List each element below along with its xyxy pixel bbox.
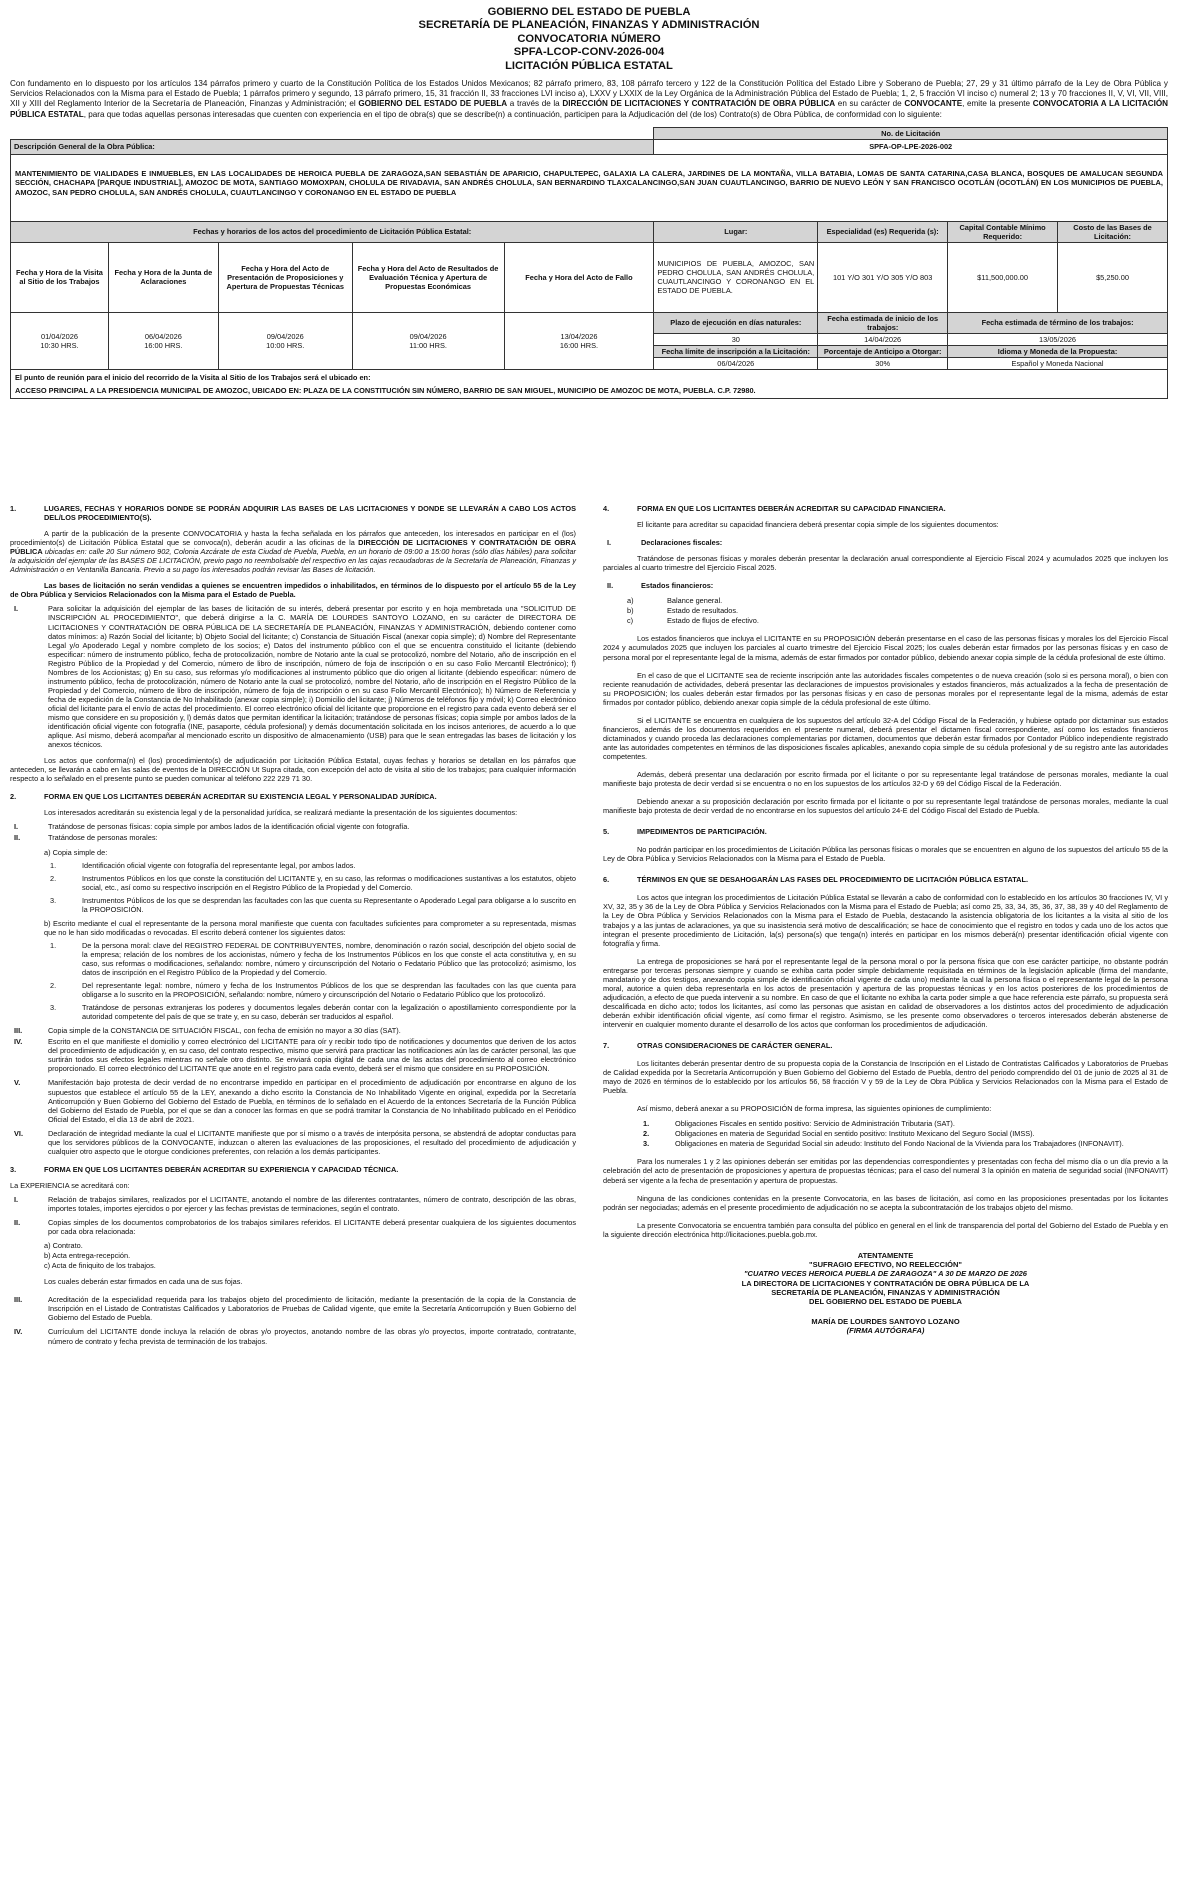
section-3-paragraph: Los cuales deberán estar firmados en cada una de sus fojas.	[44, 1277, 243, 1287]
limite-label: Fecha límite de inscripción a la Licitación:	[654, 345, 818, 357]
section-3-item: II. Copias simples de los documentos comprobatorios de los trabajos similares referidos. El LICITANTE deberá presentar cualquiera de los siguientes documentos por cada obra relacionada:	[14, 1218, 576, 1237]
section-4-item: II. Estados financieros:	[607, 581, 714, 591]
sign-firma: (FIRMA AUTÓGRAFA)	[846, 1325, 925, 1335]
section-2-item: V. Manifestación bajo protesta de decir verdad de no encontrarse impedido en participar en el procedimiento de adjudicación por encontrarse en alguno de los supuestos que establece el artículo 55 de la LEY, anexando a dicho escrito la Constancia de No Inhabilitado Vigente en original, expedida por la Secretaría Anticorrupción y Buen Gobierno del Gobierno del Estado de Puebla, en términos de lo señalado en el Acuerdo de la entonces Secretaría de la Función Pública del Gobierno del Estado de Puebla, por el que se dan a conocer las formas en que se podrá tramitar la Constancia de No Inhabilitado publicado en el Periódico Oficial del Estado, el día 13 de abril de 2021.	[14, 1078, 576, 1124]
section-4-paragraph: Debiendo anexar a su proposición declaración por escrito firmada por el licitante o por su representante legal tratándose de personas morales, mediante la cual manifieste bajo protesta de decir verdad de no encontrarse en los supuestos del artículo 24-E del Código Fiscal del Estado de Puebla.	[603, 797, 1168, 816]
section-4-paragraph: Además, deberá presentar una declaración por escrito firmada por el licitante o por su representante legal tratándose de personas morales, mediante la cual manifieste bajo protesta de decir verdad si se encuentra o no en los supuestos de los artículos 32-D y 69 del Código Fiscal de la Federación.	[603, 769, 1168, 789]
section-2-item: II. Tratándose de personas morales:	[14, 833, 158, 843]
header-tipo: LICITACIÓN PÚBLICA ESTATAL	[505, 59, 673, 72]
section-3-item: I. Relación de trabajos similares, realizados por el LICITANTE, anotando el nombre de las diferentes contratantes, número de contrato, descripción de las obras, importes totales, importes ejercidos o por ejercer y las fechas previstas de terminaciones, según el contrato.	[14, 1194, 576, 1213]
sign-lugar-fecha: "CUATRO VECES HEROICA PUEBLA DE ZARAGOZA" A 30 DE MARZO DE 2026	[744, 1269, 1027, 1279]
section-4-paragraph: Si el LICITANTE se encuentra en cualquiera de los supuestos del artículo 32-A del Código Fiscal de la Federación, y hubiese optado por dictaminar sus estados financieros, además de los documentos requeridos en el presente numeral, deberá presentar el dictamen fiscal correspondiente, así como los estados financieros dictaminados y cuando proceda las declaraciones complementarias por dictamen, documentos que deberán estar firmados por Contador Público independiente registrado ante las autoridades competentes en términos de las disposiciones fiscales aplicables, anexando copia simple de su cédula profesional y de su registro ante las autoridades competentes.	[603, 715, 1168, 761]
especialidad-value: 101 Y/O 301 Y/O 305 Y/O 803	[818, 242, 948, 312]
header-numero: SPFA-LCOP-CONV-2026-004	[513, 46, 665, 59]
resultados-cell	[352, 312, 504, 369]
section-2-subheading: b) Escrito mediante el cual el representante de la persona moral manifieste que cuenta con facultades suficientes para comprometer a su representada, mismas que no le han sido modificadas o revocadas. El escrito deberá contener los siguientes datos:	[44, 918, 576, 937]
intro-paragraph: Con fundamento en lo dispuesto por los artículos 134 párrafos primero y cuarto de la Constitución Política de los Estados Unidos Mexicanos; 82 párrafo primero, 83, 108 párrafo tercero y 122 de la Constitución Política del Estado Libre y Soberano de Puebla; 27, 29 y 31 último párrafo de la Ley de Obra Pública y Servicios Relacionados con la Misma para el Estado de Puebla; 1 párrafos primero y segundo, 13 párrafo primero, 15, 31 fracción II, 33 fracciones LVI inciso a), LXXV y LXXIX de la Ley Orgánica de la Administración Pública del Estado de Puebla; 1, 2, 5 fracción VI inciso c) numeral 2; 13 y 70 fracciones II, V, VI, VII, VIII, XII y XIII del Reglamento Interior de la Secretaría de Planeación, Finanzas y Administración; el GOBIERNO DEL ESTADO DE PUEBLA a través de la DIRECCIÓN DE LICITACIONES Y CONTRATACIÓN DE OBRA PÚBLICA en su carácter de CONVOCANTE, emite la presente CONVOCATORIA A LA LICITACIÓN PÚBLICA ESTATAL, para que todas aquellas personas interesadas que cuenten con experiencia en el tipo de obra(s) que se describe(n) a continuación, participen para la Adjudicación del (de los) Contrato(s) de Obra Pública, de conformidad con lo siguiente:	[10, 79, 1169, 119]
reunion-label: El punto de reunión para el inicio del recorrido de la Visita al Sitio de los Trabajos será el ubicado en:	[15, 372, 371, 382]
section-2-subitem: 3. Instrumentos Públicos de los que se desprendan las facultades con las que cuenta su Representante o Apoderado Legal para obligarse a lo suscrito en la PROPOSICIÓN.	[50, 895, 576, 914]
section-3-subitem: a) Contrato.	[44, 1241, 83, 1251]
signature-block	[603, 1251, 1168, 1335]
section-4-paragraph: El licitante para acreditar su capacidad financiera deberá presentar copia simple de los siguientes documentos:	[637, 520, 999, 530]
section-2-item: III. Copia simple de la CONSTANCIA DE SITUACIÓN FISCAL, con fecha de emisión no mayor a 30 días (SAT).	[14, 1026, 401, 1036]
anticipo-value: 30%	[818, 357, 948, 369]
section-2-subitem: 3. Tratándose de personas extranjeras los poderes y documentos legales deberán contar con la legalización o apostillamiento correspondiente por la autoridad competente del país de que se trate y, en su caso, deberán ser traducidos al español.	[50, 1003, 576, 1022]
presentacion-hora: 10:00 HRS.	[266, 340, 305, 350]
resultados-fecha: 09/04/2026	[409, 331, 447, 341]
section-7-subitem: 1. Obligaciones Fiscales en sentido positivo: Servicio de Administración Tributaria (SAT).	[643, 1119, 955, 1129]
fallo-fecha: 13/04/2026	[560, 331, 598, 341]
section-7-paragraph: Los licitantes deberán presentar dentro de su propuesta copia de la Constancia de Inscripción en el Listado de Contratistas Calificados y Laboratorios de Pruebas de Calidad expedida por la Secretaría Anticorrupción y Buen Gobierno del Gobierno del Estado de Puebla, dentro del periodo comprendido del 01 de junio de 2025 al 31 de mayo de 2026 en términos de lo establecido por los artículos 56, 58 fracción V y 59 de la Ley de Obra Pública y Servicios Relacionados con la Misma para el Estado de Puebla.	[603, 1059, 1168, 1096]
col-presentacion: Fecha y Hora del Acto de Presentación de Proposiciones y Apertura de Propuestas Técnicas	[218, 242, 352, 312]
termino-label: Fecha estimada de término de los trabajos:	[948, 312, 1168, 333]
idioma-label: Idioma y Moneda de la Propuesta:	[948, 345, 1168, 357]
costo-value: $5,250.00	[1058, 242, 1168, 312]
section-7-paragraph: Para los numerales 1 y 2 las opiniones deberán ser emitidas por las dependencias correspondientes y presentadas con fecha del mismo día o un día previo a la celebración del acto de presentación de proposiciones y apertura de propuestas técnicas; para el caso del numeral 3 la opinión en materia de seguridad social (INFONAVIT) deberá ser vigente a la fecha de presentación y apertura de propuestas.	[603, 1157, 1168, 1185]
right-column	[603, 500, 1168, 1335]
section-7-heading: 7. OTRAS CONSIDERACIONES DE CARÁCTER GENERAL.	[603, 1041, 833, 1051]
section-2-item: IV. Escrito en el que manifieste el domicilio y correo electrónico del LICITANTE para oír y recibir todo tipo de notificaciones y documentos que deriven de los actos del procedimiento de adjudicación y, en su caso, del contrato respectivo, mismo que servirá para practicar las notificaciones aún las de carácter personal, las que surtirán todos sus efectos legales mientras no señale otro distinto. Se enviará copia digital de cada una de las actas del procedimiento al correo electrónico proporcionado. El correo electrónico del LICITANTE que anote en el registro para cada evento, deberá ser el mismo que considere en su PROPOSICIÓN.	[14, 1037, 576, 1074]
section-1-paragraph: A partir de la publicación de la presente CONVOCATORIA y hasta la fecha señalada en los párrafos que anteceden, los interesados en participar en el (los) procedimiento(s) de Licitación Pública Estatal que se convoca(n), deberán acudir a las oficinas de la DIRECCIÓN DE LICITACIONES Y CONTRATACIÓN DE OBRA PÚBLICA ubicadas en: calle 20 Sur número 902, Colonia Azcárate de esta Ciudad de Puebla, Puebla, en un horario de 09:00 a 15:00 horas (sólo días hábiles) para solicitar la adquisición del ejemplar de las BASES DE LICITACIÓN, previo pago no reembolsable del respectivo en las cajas recaudadoras de la Secretaría de Planeación, Finanzas y Administración o en Ventanilla Bancaria. Previo a su pago los interesados podrán revisar las Bases de licitación.	[10, 529, 577, 575]
section-4-paragraph: En el caso de que el LICITANTE sea de reciente inscripción ante las autoridades fiscales competentes o de nueva creación (solo si es persona moral), o bien con reciente reanudación de actividades, deberá presentar las declaraciones de impuestos provisionales y estados financieros, más actualizados a la fecha de presentación de su PROPOSICIÓN; los cuales deberán estar firmados por las personas físicas y en caso de personas morales por el representante legal de la misma, además de estar firmados por contador público, debiendo anexar copia simple de la cédula profesional de este último.	[603, 670, 1168, 707]
sign-nombre: MARÍA DE LOURDES SANTOYO LOZANO	[811, 1316, 960, 1326]
header-convocatoria: CONVOCATORIA NÚMERO	[517, 32, 661, 45]
inicio-label: Fecha estimada de inicio de los trabajos:	[818, 312, 948, 333]
section-4-heading: 4. FORMA EN QUE LOS LICITANTES DEBERÁN ACREDITAR SU CAPACIDAD FINANCIERA.	[603, 504, 946, 513]
sign-lema: "SUFRAGIO EFECTIVO, NO REELECCIÓN"	[809, 1260, 962, 1270]
section-3-item: III. Acreditación de la especialidad requerida para los trabajos objeto del procedimiento de licitación, mediante la presentación de la copia de la Constancia de Inscripción en el Listado de Contratistas Calificados y Laboratorios de Pruebas de Calidad vigente, que emite la Secretaría Anticorrupción y Buen Gobierno del Gobierno del Estado de Puebla.	[14, 1295, 576, 1323]
section-6-heading: 6. TÉRMINOS EN QUE SE DESAHOGARÁN LAS FASES DEL PROCEDIMIENTO DE LICITACIÓN PÚBLICA ESTATAL.	[603, 875, 1029, 885]
no-licitacion-value: SPFA-OP-LPE-2026-002	[654, 139, 1168, 154]
body-columns	[10, 500, 1168, 1890]
licitacion-table	[10, 127, 1168, 399]
section-4-subitem: b) Estado de resultados.	[627, 606, 739, 616]
junta-fecha: 06/04/2026	[144, 331, 182, 341]
convocatoria-page	[10, 6, 1168, 399]
section-7-paragraph: Así mismo, deberá anexar a su PROPOSICIÓN de forma impresa, las siguientes opiniones de cumplimiento:	[637, 1104, 992, 1114]
reunion-value: ACCESO PRINCIPAL A LA PRESIDENCIA MUNICIPAL DE AMOZOC, UBICADO EN: PLAZA DE LA CONSTITUCIÓN SIN NÚMERO, BARRIO DE SAN MIGUEL, MUNICIPIO DE AMOZOC DE MOTA, PUEBLA. C.P. 72980.	[15, 385, 756, 395]
section-5-paragraph: No podrán participar en los procedimientos de Licitación Pública las personas físicas o morales que se encuentren en alguno de los supuestos del artículo 55 de la Ley de Obra Pública y Servicios Relacionados con la Misma para el Estado de Puebla.	[603, 845, 1168, 864]
section-2-subitem: 2. Del representante legal: nombre, número y fecha de los Instrumentos Públicos de los que se desprendan las facultades con las que cuenta para obligarse a lo suscrito en la PROPOSICIÓN, señalando: nombre, número y circunscripción del Notario o Fedatario Público que los protocolizó.	[50, 981, 576, 1000]
section-1-paragraph: Los actos que conforma(n) el (los) procedimiento(s) de adjudicación por Licitación Pública Estatal, cuyas fechas y horarios se detallan en los párrafos que anteceden, se llevarán a cabo en las salas de eventos de la DIRECCIÓN Ut Supra citada, con excepción del acto de visita al sitio de los trabajos; para cualquier información respecto a lo señalado en el presente punto se pueden comunicar al teléfono 222 229 71 30.	[10, 756, 576, 784]
section-4-subitem: c) Estado de flujos de efectivo.	[627, 616, 759, 626]
fallo-hora: 16:00 HRS.	[559, 340, 599, 350]
visita-cell	[11, 312, 109, 369]
plazo-label: Plazo de ejecución en días naturales:	[654, 312, 818, 333]
col-visita: Fecha y Hora de la Visita al Sitio de los Trabajos	[11, 242, 109, 312]
section-1-item: I. Para solicitar la adquisición del ejemplar de las bases de licitación de su interés, deberá presentar por escrito y en hoja membretada una "SOLICITUD DE INSCRIPCIÓN AL PROCEDIMIENTO", que deberá dirigirse a la C. MARÍA DE LOURDES SANTOYO LOZANO, en su carácter de DIRECTORA DE LICITACIONES Y CONTRATACIÓN DE OBRA PÚBLICA DE LA SECRETARÍA DE PLANEACIÓN, FINANZAS Y ADMINISTRACIÓN, debiendo contener como datos mínimos: a) Razón Social del licitante; b) Objeto Social del licitante; c) Constancia de Situación Fiscal (anexar copia simple); d) Nombre del Representante Legal y/o Apoderado Legal y nombre completo de los socios; e) Datos del instrumento público con el que se encuentra constituido el licitante (debiendo especificar: número de instrumento público, fecha de protocolización, nombre de Notario ante la cual se protocolizó, nombre del Notario, año de inscripción en el Registro Público de la Propiedad y del Comercio, número de libro de inscripción, número de foja de inscripción o en su caso Folio Mercantil Electrónico); f) Nombres de los Accionistas; g) En su caso, sus reformas y/o modificaciones al instrumento público que dio origen al licitante (debiendo especificar: número de instrumento público, fecha de protocolización, número de Notario ante la cual se protocolizó, nombre del Notario, año de inscripción en el Registro Público de la Propiedad y del Comercio, número de libro de inscripción, número de foja de inscripción o en su caso Folio Mercantil Electrónico); h) Número de Referencia y fecha de expedición de la Constancia de No Inhabilitado (anexar copia simple); i) Domicilio del licitante; j) Números de teléfonos fijo y móvil; k) Correo electrónico oficial del licitante para el envío de actas del procedimiento. El correo electrónico oficial del licitante que proporcione en el registro para cada evento deberá ser el mismo que considere en su proposición y, l) demás datos que permitan identificar la licitación; tratándose de personas físicas; copia simple por ambos lados de la identificación oficial vigente con fotografía (INE, pasaporte, cédula profesional) y demás documentación solicitada en los incisos anteriores, de acuerdo a lo que aplique. Así mismo, deberá acompañar al mencionado escrito un dispositivo de almacenamiento (USB) para que le sean entregadas las bases de licitación y los anexos técnicos.	[14, 604, 576, 750]
section-3-subitem: b) Acta entrega-recepción.	[44, 1251, 131, 1261]
section-4-item: I. Declaraciones fiscales:	[607, 538, 723, 548]
col-resultados: Fecha y Hora del Acto de Resultados de Evaluación Técnica y Apertura de Propuestas Económicas	[352, 242, 504, 312]
section-3-subitem: c) Acta de finiquito de los trabajos.	[44, 1261, 156, 1271]
section-3-heading: 3. FORMA EN QUE LOS LICITANTES DEBERÁN ACREDITAR SU EXPERIENCIA Y CAPACIDAD TÉCNICA.	[10, 1164, 399, 1174]
section-2-heading: 2. FORMA EN QUE LOS LICITANTES DEBERÁN ACREDITAR SU EXISTENCIA LEGAL Y PERSONALIDAD JURÍDICA.	[10, 792, 437, 802]
section-3-paragraph: La EXPERIENCIA se acreditará con:	[10, 1180, 130, 1190]
descripcion-label: Descripción General de la Obra Pública:	[11, 139, 654, 154]
termino-value: 13/05/2026	[948, 333, 1168, 345]
section-7-subitem: 2. Obligaciones en materia de Seguridad Social en sentido positivo: Instituto Mexicano del Seguro Social (IMSS).	[643, 1129, 1035, 1139]
col-fallo: Fecha y Hora del Acto de Fallo	[504, 242, 654, 312]
header-secretaria: SECRETARÍA DE PLANEACIÓN, FINANZAS Y ADMINISTRACIÓN	[418, 19, 760, 32]
section-2-subitem: 1. De la persona moral: clave del REGISTRO FEDERAL DE CONTRIBUYENTES, nombre, denominación o razón social, descripción del objeto social de la empresa; relación de los nombres de los accionistas, número y fecha de los Instrumentos Públicos en los que conste el acta constitutiva y, en su caso, sus reformas o modificaciones, señalando: nombre, número y circunscripción del Notario o Fedatario Público que las protocolizó; asimismo, los datos de inscripción en el Registro Público de la Propiedad y del Comercio.	[50, 940, 576, 978]
section-4-subitem: a) Balance general.	[627, 596, 723, 606]
no-licitacion-label: No. de Licitación	[654, 127, 1168, 139]
section-2-subheading: a) Copia simple de:	[44, 847, 108, 857]
section-1-paragraph: Las bases de licitación no serán vendidas a quienes se encuentren impedidos o inhabilitados, en términos de lo dispuesto por el artículo 55 de la Ley de Obra Pública y Servicios Relacionados con la Misma para el Estado de Puebla.	[10, 581, 576, 600]
section-6-paragraph: La entrega de proposiciones se hará por el representante legal de la persona moral o por la persona física que con ese carácter participe, no obstante podrán entregarse por terceras personas siempre y cuando se exhiba carta poder simple debidamente requisitada en términos de la legislación aplicable (firma del mandante, mandatario y de dos testigos, anexando copia simple de identificación oficial vigente de cada uno) mediante la cual la persona física o el representante legal de la persona moral, autorice a quien deba representarla en los actos de presentación y apertura de las propuestas técnicas y en los actos posteriores de los procedimientos de adjudicación, a efecto de que pueda intervenir a su nombre. En caso de que el licitante no exhiba la carta poder simple a que hace referencia este párrafo, su propuesta será descalificada en dicho acto; todos los licitantes, así como las personas que asistan en calidad de observadores a los distintos actos del procedimiento de adjudicación deberán exhibir identificación oficial vigente, así como firmar el registro. Asimismo, se les presente como observadores o terceros interesados deberán abstenerse de intervenir en cualquier momento durante el desarrollo de los actos que conforman los procedimientos de adjudicación.	[603, 956, 1168, 1029]
sign-gobierno: DEL GOBIERNO DEL ESTADO DE PUEBLA	[809, 1297, 962, 1307]
section-2-item: VI. Declaración de integridad mediante la cual el LICITANTE manifieste que por sí mismo o a través de interpósita persona, se abstendrá de adoptar conductas para que los servidores públicos de la CONVOCANTE, induzcan o alteren las evaluaciones de las proposiciones, el resultado del procedimiento de adjudicación y cualquier otro aspecto que le otorgue condiciones preferentes, con relación a los demás participantes.	[14, 1128, 576, 1156]
costo-label: Costo de las Bases de Licitación:	[1058, 221, 1168, 242]
capital-label: Capital Contable Mínimo Requerido:	[948, 221, 1058, 242]
lugar-value: MUNICIPIOS DE PUEBLA, AMOZOC, SAN PEDRO CHOLULA, SAN ANDRÉS CHOLULA, CUAUTLANCINGO Y CORONANGO EN EL ESTADO DE PUEBLA.	[654, 242, 818, 312]
section-7-subitem: 3. Obligaciones en materia de Seguridad Social sin adeudo: Instituto del Fondo Nacional de la Vivienda para los Trabajadores (INFONAVIT).	[643, 1139, 1124, 1149]
section-7-paragraph: Ninguna de las condiciones contenidas en la presente Convocatoria, en las bases de licitación, así como en las proposiciones presentadas por los licitantes podrán ser negociadas; además en el presente procedimiento de adjudicación no se acepta la subcontratación de los trabajos objeto del mismo.	[603, 1193, 1168, 1212]
section-4-paragraph: Los estados financieros que incluya el LICITANTE en su PROPOSICIÓN deberán presentarse en el caso de las personas físicas y morales los del Ejercicio Fiscal 2024 y acumulados 2025 que incluyen los parciales al cuarto trimestre del Ejercicio Fiscal 2025; los cuales deberán estar firmados por las personas físicas y en caso de persona moral por el representante legal de la misma, además de estar firmados por contador público, debiendo anexar copia simple de la cédula profesional de este último.	[603, 634, 1168, 662]
col-junta: Fecha y Hora de la Junta de Aclaraciones	[108, 242, 218, 312]
sign-atentamente: ATENTAMENTE	[857, 1250, 914, 1260]
fechas-label: Fechas y horarios de los actos del procedimiento de Licitación Pública Estatal:	[11, 221, 654, 242]
section-2-subitem: 2. Instrumentos Públicos en los que conste la constitución del LICITANTE y, en su caso, las reformas o modificaciones sustantivas a los estatutos, objeto social, etc., así como su respectivo inscripción en el Registro Público de la Propiedad y del Comercio.	[50, 873, 576, 892]
section-2-paragraph: Los interesados acreditarán su existencia legal y de la personalidad jurídica, se realizará mediante la presentación de los siguientes documentos:	[44, 808, 518, 818]
left-column	[10, 500, 576, 1346]
inicio-value: 14/04/2026	[818, 333, 948, 345]
fallo-cell	[504, 312, 654, 369]
anticipo-label: Porcentaje de Anticipo a Otorgar:	[818, 345, 948, 357]
section-6-paragraph: Los actos que integran los procedimientos de Licitación Pública Estatal se llevarán a cabo de conformidad con lo establecido en los artículos 30 fracciones IV, VI y XV, 32, 35 y 36 de la Ley de Obra Pública y Servicios Relacionados con la Misma para el Estado de Puebla; así como 25, 33, 34, 35, 36, 37, 38, 39 y 40 del Reglamento de la Ley de Obra Pública y Servicios Relacionados con la Misma para el Estado de Puebla, destacando la asistencia obligatoria de los licitantes a la visita al sitio de los trabajos y a las juntas de aclaraciones, ya que su inasistencia será motivo de descalificación; se hace de conocimiento que el registro en todos y cada uno de los actos que integran el presente procedimiento de Licitación, la(s) persona(s) que tenga(n) interés en participar en los mismos deberá(n) presentar identificación oficial vigente con fotografía y firma.	[603, 893, 1168, 948]
sign-secretaria: SECRETARÍA DE PLANEACIÓN, FINANZAS Y ADMINISTRACIÓN	[771, 1287, 1000, 1297]
limite-value: 06/04/2026	[654, 357, 818, 369]
visita-hora: 10:30 HRS.	[40, 340, 79, 350]
section-1-heading: 1. LUGARES, FECHAS Y HORARIOS DONDE SE PODRÁN ADQUIRIR LAS BASES DE LAS LICITACIONES Y DONDE SE LLEVARÁN A CABO LOS ACTOS DEL/LOS PROCEDIMIENTO(S).	[10, 504, 576, 523]
junta-hora: 16:00 HRS.	[144, 340, 183, 350]
section-2-item: I. Tratándose de personas físicas: copia simple por ambos lados de la identificación oficial vigente con fotografía.	[14, 822, 410, 832]
section-3-item: IV. Currículum del LICITANTE donde incluya la relación de obras y/o proyectos, anotando nombre de las obras y/o proyectos, importe contratado, contratante, número de contrato y fecha prevista de terminación de los trabajos.	[14, 1327, 576, 1346]
section-2-subitem: 1. Identificación oficial vigente con fotografía del representante legal, por ambos lados.	[50, 860, 356, 870]
header-gobierno: GOBIERNO DEL ESTADO DE PUEBLA	[487, 6, 691, 18]
reunion-cell	[11, 369, 1168, 398]
idioma-value: Español y Moneda Nacional	[948, 357, 1168, 369]
document-header	[10, 6, 1168, 73]
plazo-value: 30	[654, 333, 818, 345]
especialidad-label: Especialidad (es) Requerida (s):	[818, 221, 948, 242]
resultados-hora: 11:00 HRS.	[409, 340, 447, 350]
lugar-label: Lugar:	[654, 221, 818, 242]
presentacion-cell	[218, 312, 352, 369]
section-4-paragraph: Tratándose de personas físicas y morales deberán presentar la declaración anual correspondiente al Ejercicio Fiscal 2024 y acumulados 2025 que incluyen los parciales al cuarto trimestre del Ejercicio Fiscal 2025.	[603, 554, 1168, 573]
sign-cargo: LA DIRECTORA DE LICITACIONES Y CONTRATACIÓN DE OBRA PÚBLICA DE LA	[741, 1278, 1030, 1288]
presentacion-fecha: 09/04/2026	[266, 331, 304, 341]
section-7-paragraph: La presente Convocatoria se encuentra también para consulta del público en general en el link de transparencia del portal del Gobierno del Estado de Puebla y en la siguiente dirección electrónica http://licitaciones.puebla.gob.mx.	[603, 1220, 1168, 1239]
visita-fecha: 01/04/2026	[40, 331, 78, 341]
section-5-heading: 5. IMPEDIMENTOS DE PARTICIPACIÓN.	[603, 827, 767, 837]
capital-value: $11,500,000.00	[948, 242, 1058, 312]
descripcion-value: MANTENIMIENTO DE VIALIDADES E INMUEBLES, EN LAS LOCALIDADES DE HEROICA PUEBLA DE ZARAGOZA,SAN SEBASTIÁN DE APARICIO, CHAPULTEPEC, GALAXIA LA CALERA, JARDINES DE LA MONTAÑA, VILLA BATABIA, LOMAS DE SANTA CATARINA,CASA BLANCA, BOSQUES DE AMALUCAN SEGUNDA SECCIÓN, CHACHAPA [PARQUE INDUSTRIAL], AMOZOC DE MOTA, SANTIAGO MOMOXPAN, CHOLULA DE RIVADAVIA, SAN ANDRÉS CHOLULA, SAN BERNARDINO TLAXCALANCINGO,SAN JUAN CUAUTLANCINGO, BARRIO DE NUEVO LEÓN Y SAN FRANCISCO OCOTLÁN (OCOTLÁN) EN LOS MUNICIPIOS DE PUEBLA, AMOZOC, SAN PEDRO CHOLULA, SAN ANDRÉS CHOLULA, CUAUTLANCINGO Y CORONANGO EN EL ESTADO DE PUEBLA	[11, 154, 1168, 221]
junta-cell	[108, 312, 218, 369]
